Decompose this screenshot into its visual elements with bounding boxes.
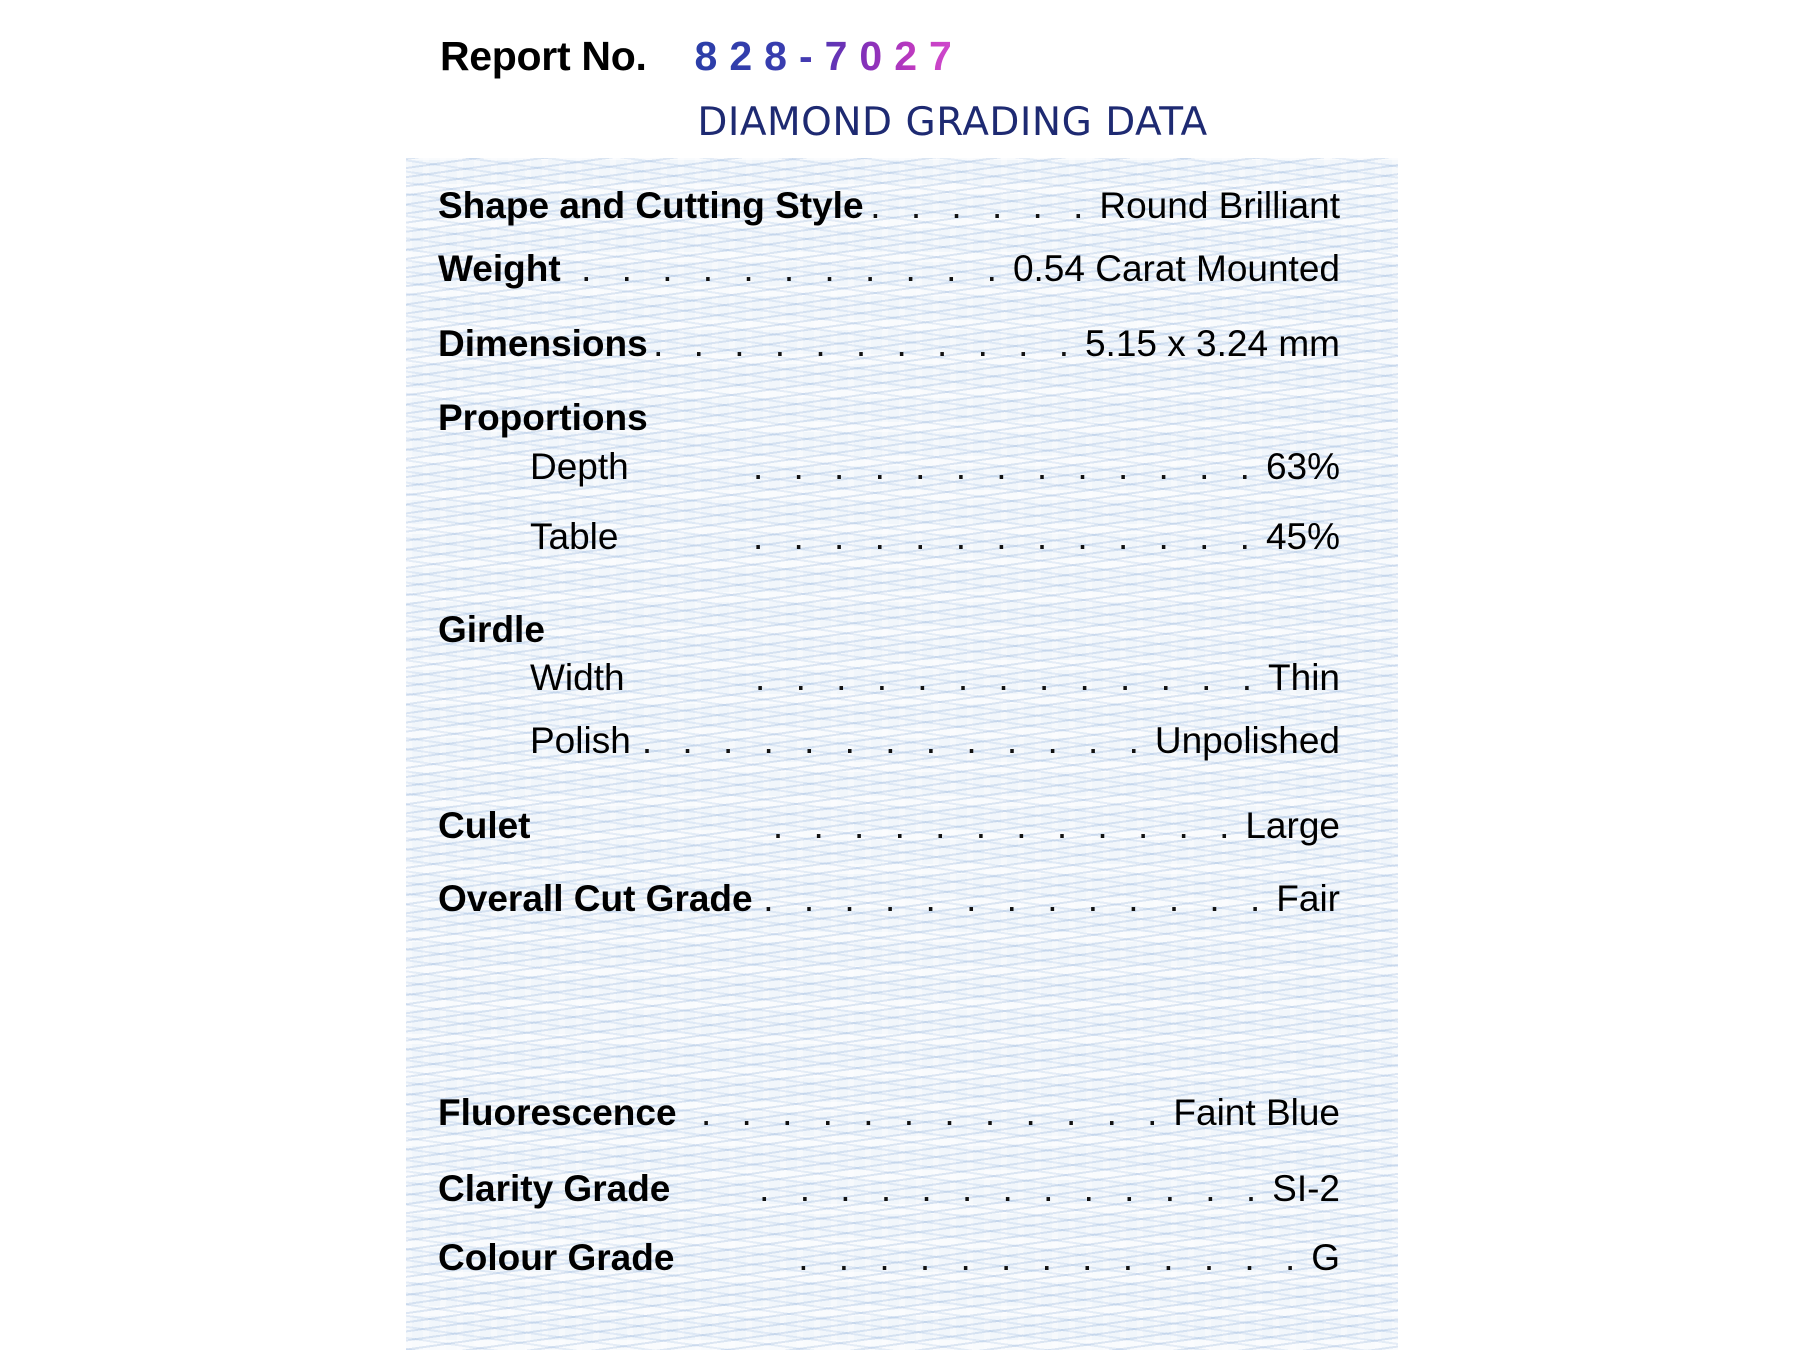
girdle-width-value: Thin [1268, 657, 1340, 698]
leader-dots [748, 516, 1259, 558]
polish-label: Polish [530, 720, 631, 761]
document-title: DIAMOND GRADING DATA [697, 100, 1208, 145]
report-number-line [440, 28, 964, 84]
dimensions-row [438, 323, 1340, 365]
polish-row [438, 720, 1340, 762]
culet-label: Culet [438, 805, 531, 846]
colour-label: Colour Grade [438, 1237, 675, 1278]
proportions-heading: Proportions [438, 397, 648, 438]
fluorescence-value: Faint Blue [1173, 1092, 1340, 1133]
depth-row [438, 446, 1340, 488]
culet-value: Large [1245, 805, 1340, 846]
table-label: Table [530, 516, 619, 557]
weight-label: Weight [438, 248, 561, 289]
polish-value: Unpolished [1154, 720, 1340, 761]
leader-dots [637, 720, 1149, 762]
weight-row [438, 248, 1340, 290]
dimensions-value: 5.15 x 3.24 mm [1084, 323, 1340, 364]
colour-row [438, 1237, 1340, 1279]
overall-cut-value: Fair [1276, 878, 1340, 919]
report-number-value: 828-7027 [694, 32, 964, 79]
girdle-width-label: Width [530, 657, 625, 698]
girdle-heading: Girdle [438, 609, 545, 650]
leader-dots [654, 323, 1079, 365]
leader-dots [784, 1237, 1305, 1279]
overall-cut-label: Overall Cut Grade [438, 878, 753, 919]
leader-dots [759, 878, 1271, 920]
table-row [438, 516, 1340, 558]
overall-cut-row [438, 878, 1340, 920]
fluorescence-label: Fluorescence [438, 1092, 677, 1133]
leader-dots [749, 446, 1260, 488]
depth-value: 63% [1265, 446, 1340, 487]
shape-label: Shape and Cutting Style [438, 185, 864, 226]
shape-row [438, 185, 1340, 227]
report-number-label: Report No. [440, 32, 647, 79]
leader-dots [750, 1168, 1266, 1210]
fluorescence-row [438, 1092, 1340, 1134]
girdle-width-row [438, 657, 1340, 699]
dimensions-label: Dimensions [438, 323, 648, 364]
shape-value: Round Brilliant [1099, 185, 1340, 226]
leader-dots [567, 248, 1007, 290]
leader-dots [683, 1092, 1168, 1134]
leader-dots [870, 185, 1094, 227]
leader-dots [745, 657, 1262, 699]
depth-label: Depth [530, 446, 629, 487]
clarity-value: SI-2 [1272, 1168, 1340, 1209]
table-value: 45% [1265, 516, 1340, 557]
clarity-label: Clarity Grade [438, 1168, 671, 1209]
clarity-row [438, 1168, 1340, 1210]
leader-dots [741, 805, 1240, 847]
colour-value: G [1311, 1237, 1340, 1278]
culet-row [438, 805, 1340, 847]
weight-value: 0.54 Carat Mounted [1012, 248, 1340, 289]
